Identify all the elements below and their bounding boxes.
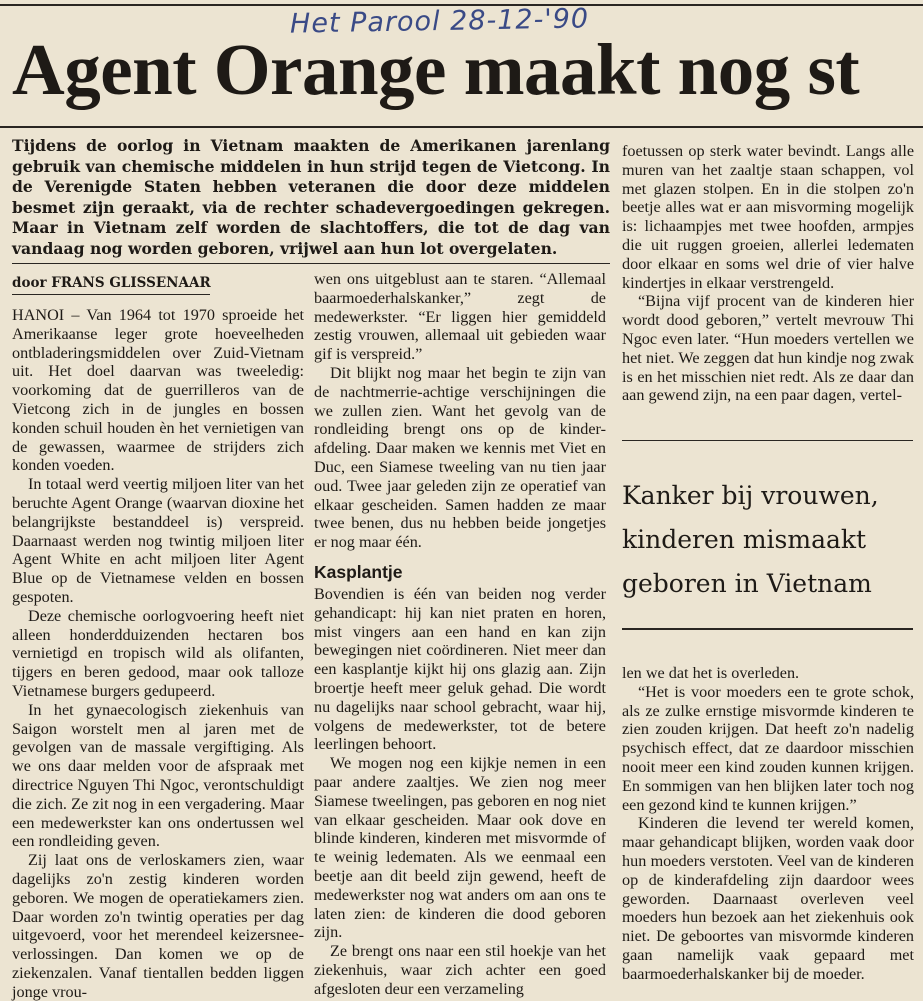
paragraph: Kinderen die levend ter wereld komen, maar gehandicapt blijken, worden vaak door hun moeders verstoten. Veel van de kinderen op de kinderafdeling zijn daardoor wees geworden. Daarnaast overleven veel moeders hun bezoek aan het ziekenhuis ook niet. De geboortes van misvormde kinderen gaan namelijk vaak gepaard met baarmoederhalskanker bij de moeder. <box>622 814 914 983</box>
handwritten-note: Het Parool 28-12-'90 <box>289 3 590 40</box>
paragraph: Ze brengt ons naar een stil hoekje van het ziekenhuis, waar zich achter een goed afgesloten deur een verzameling <box>314 942 606 998</box>
intro-rule <box>12 263 610 264</box>
paragraph: wen ons uitgeblust aan te staren. “Allemaal baarmoederhalskanker,” zegt de medewerkster. “Er liggen hier gemiddeld zestig vrouwen, allemaal uit gebieden waar gif is verspreid.” <box>314 270 606 364</box>
paragraph: foetussen op sterk water bevindt. Langs alle muren van het zaaltje staan schappen, vol met glazen stolpen. En in die stolpen zo'n beetje alles wat er aan misvorming mogelijk is: lichaampjes met twee hoofden, armpjes die uit ruggen groeien, allerlei ledematen door elkaar en soms wel drie of vier halve kindertjes in elkaar verstrengeld. <box>622 142 914 292</box>
paragraph: Zij laat ons de verloskamers zien, waar dagelijks zo'n zestig kinderen worden geboren. We mogen de operatiekamers zien. Daar worden zo'n twintig operaties per dag uitgevoerd, voor het merendeel keizersnee-verlossingen. Dan komen we op de ziekenzalen. Vanaf tientallen bedden liggen jonge vrou- <box>12 851 304 1001</box>
headline-rule <box>0 126 923 128</box>
article-column-1 <box>12 306 304 1001</box>
pull-quote-rule-top <box>622 440 913 441</box>
pull-quote-rule-bottom <box>622 628 913 630</box>
paragraph: Bovendien is één van beiden nog verder gehandicapt: hij kan niet praten en horen, mist vingers aan een hand en kan zijn bewegingen niet coördineren. Niet meer dan een kasplantje kijkt hij ons glazig aan. Zijn broertje heeft meer geluk gehad. Die wordt nu dagelijks naar school gebracht, waar hij, volgens de medewerkster, tot de betere leerlingen behoort. <box>314 584 606 754</box>
article-column-2 <box>314 270 606 998</box>
byline-rule <box>12 294 210 295</box>
paragraph: Dit blijkt nog maar het begin te zijn van de nachtmerrie-achtige verschijningen die we zullen zien. Want het gevolg van de rondleiding brengt ons op de kinder-afdeling. Daar maken we kennis met Viet en Duc, een Siamese tweeling van nu tien jaar oud. Twee jaar geleden zijn ze operatief van elkaar gescheiden. Samen hadden ze maar twee benen, dus nu hebben beide jongetjes er nog maar één. <box>314 363 606 552</box>
paragraph: We mogen nog een kijkje nemen in een paar andere zaaltjes. We zien nog meer Siamese tweelingen, pas geboren en nog niet van elkaar gescheiden. Maar ook dove en blinde kinderen, kinderen met misvormde of te weinig ledematen. Als we eenmaal een beetje aan dit beeld zijn gewend, heeft de medewerkster nog wat anders om aan ons te laten zien: de kinderen die dood geboren zijn. <box>314 754 606 942</box>
pull-quote: Kanker bij vrouwen, kinderen mismaakt geboren in Vietnam <box>622 481 879 598</box>
paragraph: Deze chemische oorlogvoering heeft niet alleen honderdduizenden hectaren bos vernietigd en tropisch wild als olifanten, tijgers en beren gedood, maar ook talloze Vietnamese burgers gedupeerd. <box>12 606 304 700</box>
paragraph: HANOI – Van 1964 tot 1970 sproeide het Amerikaanse leger grote hoeveelheden ontbladeringsmiddelen over Zuid-Vietnam uit. Het doel daarvan was tweeledig: voorkoming dat de guerrilleros van de Vietcong zich in de jungles en bossen konden schuil houden èn het vernietigen van de gewassen, waarmee de strijders zich konden voeden. <box>12 306 304 475</box>
article-column-3-top <box>622 142 914 405</box>
paragraph: In het gynaecologisch ziekenhuis van Saigon worstelt men al jaren met de gevolgen van de massale vergiftiging. Als we ons daar melden voor de afspraak met directrice Nguyen Thi Ngoc, verontschuldigt die zich. Ze zit nog in een vergadering. Maar een medewerkster kan ons ondertussen wel een rondleiding geven. <box>12 700 304 851</box>
headline: Agent Orange maakt nog st <box>12 29 860 110</box>
paragraph: In totaal werd veertig miljoen liter van het beruchte Agent Orange (waarvan dioxine het belangrijkste bestanddeel is) verspreid. Daarnaast werden nog twintig miljoen liter Agent White en acht miljoen liter Agent Blue op de Vietnamese velden en bossen gespoten. <box>12 475 304 606</box>
subheading: Kasplantje <box>314 561 403 582</box>
paragraph: len we dat het is overleden. <box>622 664 800 682</box>
paragraph: “Bijna vijf procent van de kinderen hier wordt dood geboren,” vertelt mevrouw Thi Ngoc even later. “Hun moeders vertellen we het niet. We zeggen dat hun kindje nog zwak is en het misschien niet redt. Als ze daar dan aan gewend zijn, na een paar dagen, vertel- <box>622 292 914 405</box>
intro-paragraph: Tijdens de oorlog in Vietnam maakten de Amerikanen jarenlang gebruik van chemische middelen in hun strijd tegen de Vietcong. In de Verenigde Staten hebben veteranen die door deze middelen besmet zijn geraakt, via de rechter schadevergoedingen gekregen. Maar in Vietnam zelf worden de slachtoffers, die tot de dag van vandaag nog worden geboren, vrijwel aan hun lot overgelaten. <box>12 136 610 258</box>
paragraph: “Het is voor moeders een te grote schok, als ze zulke ernstige misvormde kinderen te zien zouden krijgen. Dat heeft zo'n nadelig psychisch effect, dat ze daardoor misschien nooit meer een kind zouden kunnen krijgen. En sommigen van hen blijken later toch nog een gezond kind te kunnen krijgen.” <box>622 682 914 814</box>
byline: door FRANS GLISSENAAR <box>12 275 211 291</box>
article-column-3-bottom <box>622 664 914 984</box>
